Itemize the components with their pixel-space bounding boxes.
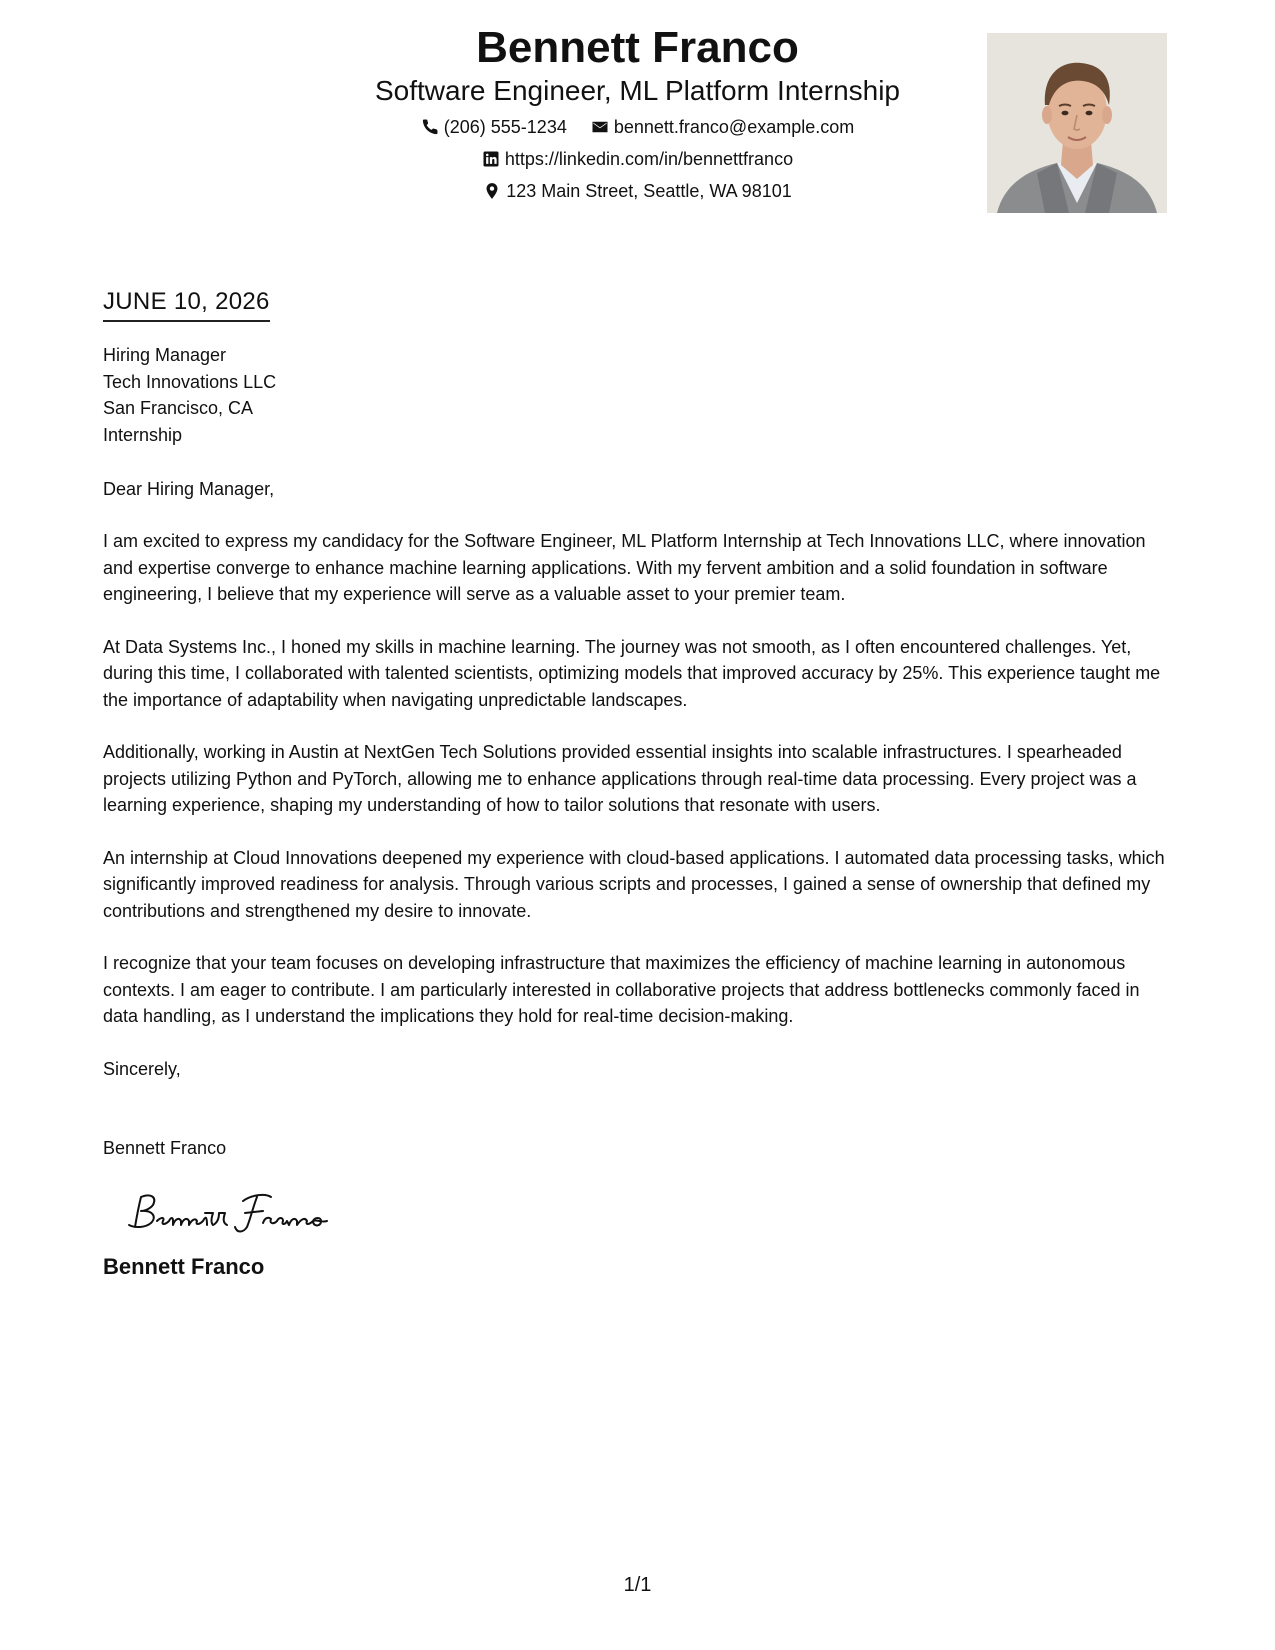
paragraph-nextgen: Additionally, working in Austin at NextGen Tech Solutions provided essential insights into scalable infrastructures. I spearheaded projects utilizing Python and PyTorch, allowing me to enhance applications through real-time data processing. Every project was a learning experience, shaping my understanding of how to tailor solutions that resonate with users.: [103, 742, 1137, 815]
paragraph-cloud-innovations: An internship at Cloud Innovations deepened my experience with cloud-based applications. I automated data processing tasks, which significantly improved readiness for analysis. Through various scripts and processes, I gained a sense of ownership that defined my contributions and strengthened my desire to innovate.: [103, 847, 1165, 921]
phone-icon: [421, 118, 439, 136]
paragraph-team-fit: I recognize that your team focuses on developing infrastructure that maximizes the efficiency of machine learning in autonomous contexts. I am eager to contribute. I am particularly interested in collaborative projects that address bottlenecks commonly faced in data handling, as I understand the implications they hold for real-time decision-making.: [103, 953, 1140, 1026]
address-contact: [483, 180, 792, 202]
paragraph-data-systems: At Data Systems Inc., I honed my skills in machine learning. The journey was not smooth, as I often encountered challenges. Yet, during this time, I collaborated with talented scientists, optimizing models that improved accuracy by 25%. This experience taught me the importance of adaptability when navigating unpredictable landscapes.: [103, 636, 1161, 710]
paragraph-intro: I am excited to express my candidacy for the Software Engineer, ML Platform Internship at Tech Innovations LLC, where innovation and expertise converge to enhance machine learning applications. With my fervent ambition and a solid foundation in software engineering, I believe that my experience will serve as a valuable asset to your premier team.: [103, 531, 1146, 604]
recipient-position-type: Internship: [103, 424, 183, 445]
recipient-block: [103, 342, 1178, 448]
phone-number: (206) 555-1234: [443, 117, 567, 137]
recipient-location: San Francisco, CA: [103, 398, 254, 418]
email-address: bennett.franco@example.com: [613, 117, 855, 137]
linkedin-contact: [482, 148, 793, 170]
letter-date: JUNE 10, 2026: [103, 286, 270, 322]
recipient-title: Hiring Manager: [103, 345, 227, 365]
linkedin-icon: [482, 150, 500, 168]
letter-body: [103, 286, 1178, 1281]
salutation: Dear Hiring Manager,: [103, 479, 275, 499]
applicant-name: Bennett Franco: [476, 23, 799, 72]
street-address: 123 Main Street, Seattle, WA 98101: [506, 181, 792, 201]
envelope-icon: [591, 118, 609, 136]
job-title: Software Engineer, ML Platform Internship: [375, 75, 900, 106]
recipient-company: Tech Innovations LLC: [103, 371, 277, 392]
closing: Sincerely,: [103, 1058, 181, 1079]
email-contact: [591, 116, 854, 138]
signed-name: Bennett Franco: [103, 1253, 265, 1279]
map-pin-icon: [483, 182, 501, 200]
phone-contact: [421, 116, 567, 138]
closing-name: Bennett Franco: [103, 1137, 227, 1158]
applicant-photo: [987, 33, 1167, 213]
handwritten-signature: [121, 1183, 351, 1243]
page-number: 1/1: [623, 1574, 652, 1596]
linkedin-url: https://linkedin.com/in/bennettfranco: [504, 149, 794, 169]
